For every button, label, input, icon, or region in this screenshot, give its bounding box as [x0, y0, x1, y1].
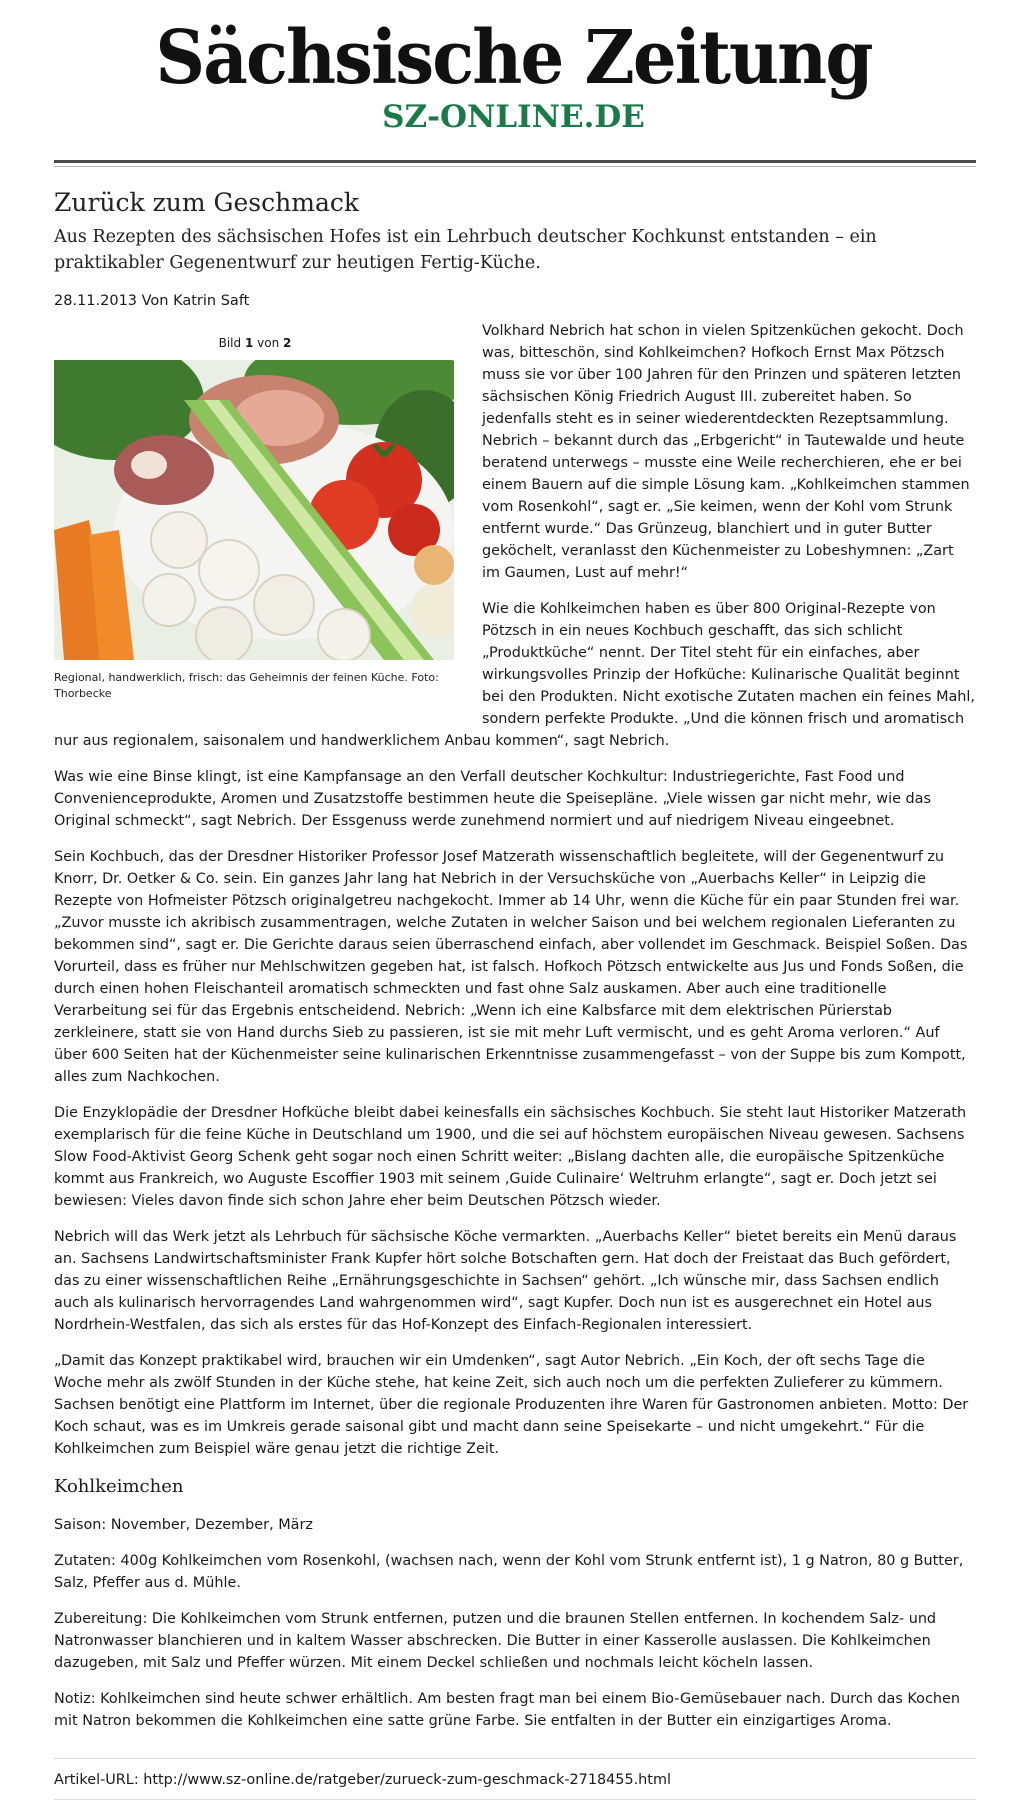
gallery-current: 1 — [244, 336, 254, 350]
header-divider-thin — [54, 166, 976, 167]
article-photo[interactable] — [54, 360, 454, 660]
logo-sub[interactable]: SZ-ONLINE.DE — [382, 99, 645, 135]
article-url-label: Artikel-URL: — [54, 1772, 139, 1788]
article-date: 28.11.2013 — [54, 293, 138, 309]
image-gallery — [54, 334, 456, 702]
article-title: Zurück zum Geschmack — [54, 188, 360, 217]
paragraph: Nebrich will das Werk jetzt als Lehrbuch für sächsische Köche vermarkten. „Auerbachs Keller“ bietet bereits ein Menü daraus an. Sachsens Landwirtschaftsminister Frank Kupfer hört solche Botschaften gern. Hat doch der Freistaat das Buch gefördert, das zu einer wissenschaftlichen Reihe „Ernährungsgeschichte in Sachsen“ gehört. „Ich wünsche mir, dass Sachsen endlich auch als kulinarisch hervorragendes Land wahrgenommen wird“, sagt Kupfer. Doch nun ist es ausgerechnet ein Hotel aus Nordrhein-Westfalen, das sich als erstes für das Hof-Konzept des Einfach-Regionalen interessiert. — [54, 1229, 957, 1333]
recipe-paragraph: Zubereitung: Die Kohlkeimchen vom Strunk entfernen, putzen und die braunen Stellen entfernen. In kochendem Salz- und Natronwasser blanchieren und in kaltem Wasser abschrecken. Die Butter in einer Kasserolle auslassen. Die Kohlkeimchen dazugeben, mit Salz und Pfeffer würzen. Mit einem Deckel schließen und nochmals leicht köcheln lassen. — [54, 1611, 937, 1671]
recipe-title: Kohlkeimchen — [54, 1476, 184, 1497]
article-content — [54, 186, 976, 1800]
recipe-paragraph: Notiz: Kohlkeimchen sind heute schwer erhältlich. Am besten fragt man bei einem Bio-Gemüsebauer nach. Durch das Kochen mit Natron bekommen die Kohlkeimchen eine satte grüne Farbe. Sie entfalten in der Butter ein einzigartiges Aroma. — [54, 1691, 960, 1729]
masthead — [0, 15, 1027, 135]
article-author: Katrin Saft — [173, 293, 250, 309]
paragraph: Wie die Kohlkeimchen haben es über 800 Original-Rezepte von Pötzsch in ein neues Kochbuch geschafft, das sich schlicht „Produktküche“ nennt. Der Titel steht für ein einfaches, aber wirkungsvolles Prinzip der Hofküche: Kulinarische Qualität beginnt bei den Produkten. Nicht exotische Zutaten machen ein feines Mahl, sondern perfekte Produkte. „Und die können frisch und aromatisch nur aus regionalem, saisonalem und handwerklichem Anbau kommen“, sagt Nebrich. — [54, 601, 976, 749]
gallery-counter — [54, 334, 456, 352]
paragraph: Was wie eine Binse klingt, ist eine Kampfansage an den Verfall deutscher Kochkultur: Industriegerichte, Fast Food und Convenienceprodukte, Aromen und Zusatzstoffe bestimmen heute die Speisepläne. „Viele wissen gar nicht mehr, wie das Original schmeckt“, sagt Nebrich. Der Essgenuss werde zunehmend normiert und auf niedrigem Niveau eingeebnet. — [54, 769, 931, 829]
gallery-counter-prefix: Bild — [218, 336, 242, 350]
article-url-line — [54, 1759, 976, 1799]
paragraph: „Damit das Konzept praktikabel wird, brauchen wir ein Umdenken“, sagt Autor Nebrich. „Ein Koch, der oft sechs Tage die Woche mehr als zwölf Stunden in der Küche stehe, hat keine Zeit, sich auch noch um die perfekten Zulieferer zu kümmern. Sachsen benötigt eine Plattform im Internet, über die regionale Produzenten ihre Waren für Gastronomen anbieten. Motto: Der Koch schaut, was es im Umkreis gerade saisonal gibt und macht dann seine Speisekarte – und nicht umgekehrt.“ Für die Kohlkeimchen zum Beispiel wäre genau jetzt die richtige Zeit. — [54, 1353, 969, 1457]
author-prefix: Von — [141, 293, 169, 309]
gallery-counter-of: von — [257, 336, 280, 350]
header-divider — [54, 160, 976, 163]
gallery-total: 2 — [283, 336, 292, 350]
paragraph: Die Enzyklopädie der Dresdner Hofküche bleibt dabei keinesfalls ein sächsisches Kochbuch. Sie steht laut Historiker Matzerath exemplarisch für die feine Küche in Deutschland um 1900, und die sei auf höchstem europäischen Niveau gewesen. Sachsens Slow Food-Aktivist Georg Schenk geht sogar noch einen Schritt weiter: „Bislang dachten alle, die europäische Spitzenküche kommt aus Frankreich, wo Auguste Escoffier 1903 mit seinem ‚Guide Culinaire‘ Weltruhm erlangte“, sagt er. Doch jetzt sei bewiesen: Vieles davon finde sich schon Jahre eher beim Deutschen Pötzsch wieder. — [54, 1105, 967, 1209]
paragraph: Sein Kochbuch, das der Dresdner Historiker Professor Josef Matzerath wissenschaftlich begleitete, will der Gegenentwurf zu Knorr, Dr. Oetker & Co. sein. Ein ganzes Jahr lang hat Nebrich in der Versuchsküche von „Auerbachs Keller“ in Leipzig die Rezepte von Hofmeister Pötzsch originalgetreu nachgekocht. Immer ab 14 Uhr, wenn die Küche für ein paar Stunden frei war. „Zuvor musste ich akribisch zusammentragen, welche Zutaten in welcher Saison und bei welchem regionalen Lieferanten zu bekommen sind“, sagt er. Die Gerichte daraus seien überraschend einfach, aber vollendet im Geschmack. Beispiel Soßen. Das Vorurteil, dass es früher nur Mehlschwitzen gegeben hat, ist falsch. Hofkoch Pötzsch entwickelte aus Jus und Fonds Soßen, die durch einen hohen Fleischanteil aromatisch schmeckten und fast ohne Salz auskamen. Aber auch eine traditionelle Verarbeitung sei für das Ergebnis entscheidend. Nebrich: „Wenn ich eine Kalbsfarce mit dem elektrischen Pürierstab zerkleinere, statt sie von Hand durchs Sieb zu passieren, ist sie mit mehr Luft vermischt, und es geht Aroma verloren.“ Auf über 600 Seiten hat der Küchenmeister seine kulinarischen Erkenntnisse zusammengefasst – von der Suppe bis zum Kompott, alles zum Nachkochen. — [54, 849, 968, 1085]
logo-main[interactable]: Sächsische Zeitung — [155, 15, 872, 101]
article-meta — [54, 290, 976, 312]
article-body — [54, 320, 976, 1732]
recipe-paragraph: Saison: November, Dezember, März — [54, 1517, 313, 1533]
article-subtitle: Aus Rezepten des sächsischen Hofes ist ein Lehrbuch deutscher Kochkunst entstanden – ein praktikabler Gegenentwurf zur heutigen Fertig-Küche. — [54, 227, 877, 273]
paragraph: Volkhard Nebrich hat schon in vielen Spitzenküchen gekocht. Doch was, bitteschön, sind Kohlkeimchen? Hofkoch Ernst Max Pötzsch muss sie vor über 100 Jahren für den Prinzen und späteren letzten sächsischen König Friedrich August III. zubereitet haben. So jedenfalls steht es in seiner wiederentdeckten Rezeptsammlung. Nebrich – bekannt durch das „Erbgericht“ in Tautewalde und heute beratend unterwegs – musste eine Weile recherchieren, ehe er bei einem Bauern auf die simple Lösung kam. „Kohlkeimchen stammen vom Rosenkohl“, sagt er. „Sie keimen, wenn der Kohl vom Strunk entfernt wurde.“ Das Grünzeug, blanchiert und in guter Butter geköchelt, veranlasst den Küchenmeister zu Lobeshymnen: „Zart im Gaumen, Lust auf mehr!“ — [482, 323, 970, 581]
photo-caption: Regional, handwerklich, frisch: das Geheimnis der feinen Küche. Foto: Thorbecke — [54, 671, 439, 700]
recipe-paragraph: Zutaten: 400g Kohlkeimchen vom Rosenkohl, (wachsen nach, wenn der Kohl vom Strunk entfernt ist), 1 g Natron, 80 g Butter, Salz, Pfeffer aus d. Mühle. — [54, 1553, 964, 1591]
article-url[interactable]: http://www.sz-online.de/ratgeber/zurueck-zum-geschmack-2718455.html — [143, 1772, 671, 1788]
